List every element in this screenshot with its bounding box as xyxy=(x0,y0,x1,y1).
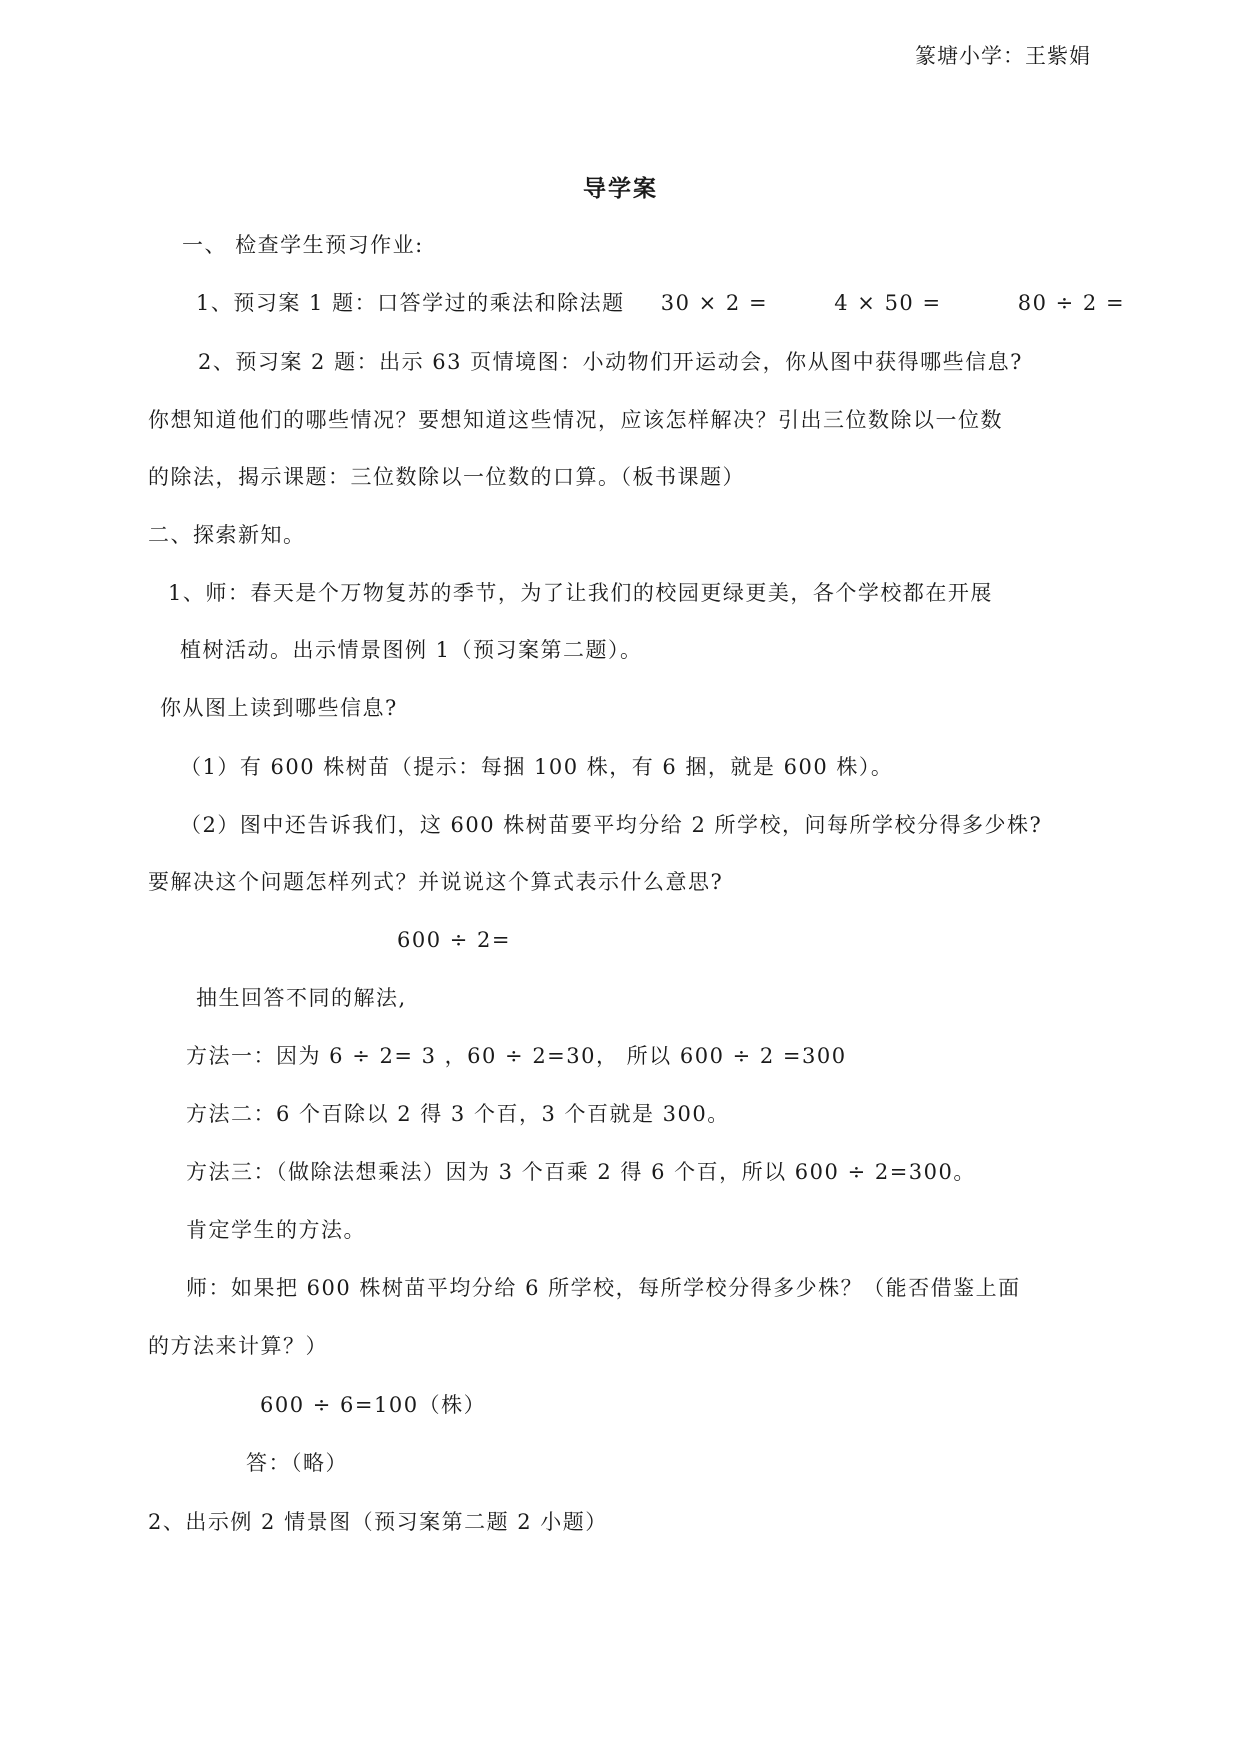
section1-item2-line1: 2、预习案 2 题：出示 63 页情境图：小动物们开运动会，你从图中获得哪些信息? xyxy=(198,350,1023,374)
affirm-methods: 肯定学生的方法。 xyxy=(186,1218,366,1242)
section2-p1-line2: 植树活动。出示情景图例 1（预习案第二题）。 xyxy=(180,638,643,662)
section2-heading: 二、探索新知。 xyxy=(148,523,306,547)
item1-text: 1、预习案 1 题：口答学过的乘法和除法题 xyxy=(196,291,625,315)
teacher-question-line1: 师：如果把 600 株树苗平均分给 6 所学校，每所学校分得多少株？（能否借鉴上面 xyxy=(186,1276,1021,1300)
section2-p1-line1: 1、师：春天是个万物复苏的季节，为了让我们的校园更绿更美，各个学校都在开展 xyxy=(168,581,993,605)
section1-heading: 一、 检查学生预习作业: xyxy=(182,233,424,257)
author-note: 篆塘小学：王紫娟 xyxy=(915,44,1091,68)
section1-item1 xyxy=(196,288,1125,318)
info-1: （1）有 600 株树苗（提示：每捆 100 株，有 6 捆，就是 600 株）。 xyxy=(180,755,894,779)
formula-600-div-6: 600 ÷ 6=100（株） xyxy=(260,1393,487,1417)
formula-600-div-2: 600 ÷ 2= xyxy=(397,928,511,952)
formula-multiply-b: 4 × 50 = xyxy=(834,291,942,315)
formula-multiply-a: 30 × 2 = xyxy=(660,291,769,315)
method-1: 方法一：因为 6 ÷ 2= 3 ，60 ÷ 2=30， 所以 600 ÷ 2 =300 xyxy=(186,1044,847,1068)
teacher-question-line2: 的方法来计算？） xyxy=(148,1334,328,1358)
section1-item2-line3: 的除法，揭示课题：三位数除以一位数的口算。（板书课题） xyxy=(148,465,745,489)
section1-item2-line2: 你想知道他们的哪些情况？要想知道这些情况，应该怎样解决？引出三位数除以一位数 xyxy=(148,408,1003,432)
formula-divide: 80 ÷ 2 = xyxy=(1017,291,1126,315)
method-3: 方法三：（做除法想乘法）因为 3 个百乘 2 得 6 个百，所以 600 ÷ 2=300。 xyxy=(186,1160,976,1184)
document-title: 导学案 xyxy=(583,175,658,202)
answer-line: 答：（略） xyxy=(246,1451,348,1475)
answer-prompt: 抽生回答不同的解法, xyxy=(196,986,407,1010)
info-2-line2: 要解决这个问题怎样列式？并说说这个算式表示什么意思? xyxy=(148,870,724,894)
example-2-line: 2、出示例 2 情景图（预习案第二题 2 小题） xyxy=(148,1510,608,1534)
question-info: 你从图上读到哪些信息? xyxy=(160,696,398,720)
info-2-line1: （2）图中还告诉我们，这 600 株树苗要平均分给 2 所学校，问每所学校分得多少株? xyxy=(180,813,1043,837)
method-2: 方法二：6 个百除以 2 得 3 个百，3 个百就是 300。 xyxy=(186,1102,730,1126)
